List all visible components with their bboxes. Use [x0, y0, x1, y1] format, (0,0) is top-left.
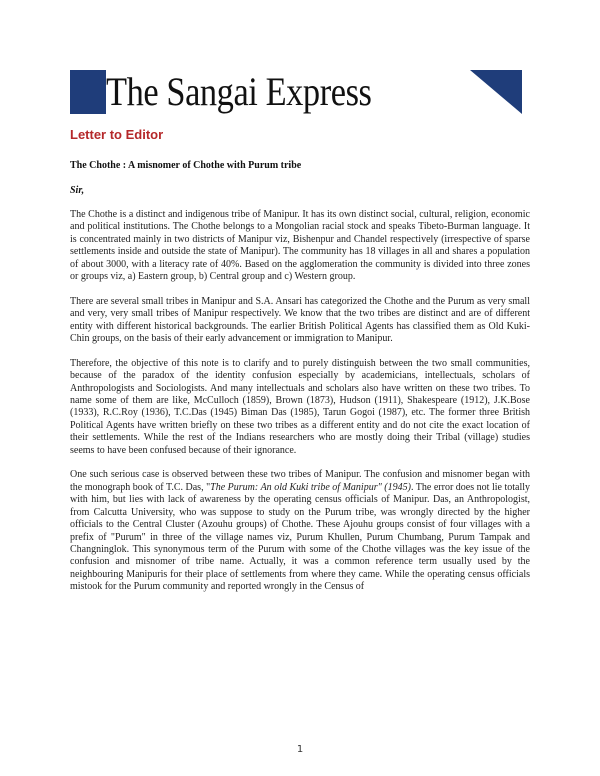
paragraph: The Chothe is a distinct and indigenous tribe of Manipur. It has its own distinct social, cultural, religion, economic and political institutions. The Chothe belongs to a Mongolian racial stock and speaks Tibeto-Burman language. It is concentrated mainly in two districts of Manipur viz, Bishenpur and Chandel respectively (irrespective of sparse settlements inside and outside the state of Manipur). The community has 18 villages in all and shares a population of about 3000, with a literacy rate of 40%. Based on the agglomeration the community is divided into three zones or groups viz, a) Eastern group, b) Central group and c) Western group.	[70, 209, 530, 283]
letter-subject: The Chothe : A misnomer of Chothe with Purum tribe	[70, 160, 302, 171]
paragraph: Therefore, the objective of this note is to clarify and to purely distinguish between the two small communities, because of the paradox of the identity confusion especially by academicians, intellectuals, scholars of Anthropologists and Sociologists. And many intellectuals and scholars also have written on these two tribes. To name some of them are like, McCulloch (1859), Brown (1873), Hudson (1911), Shakespeare (1912), J.K.Bose (1933), R.C.Roy (1936), T.C.Das (1945) Biman Das (1985), Tarun Gogoi (1987), etc. The former three British Political Agents have written briefly on these two tribes as a different entity and do not cite the exact location of their settlements. While the rest of the Indians researchers who are mostly doing their Tribal (village) studies seems to have been confused because of their ignorance.	[70, 357, 530, 456]
paragraph: There are several small tribes in Manipur and S.A. Ansari has categorized the Chothe and the Purum as very small and very, very small tribes of Manipur respectively. We know that the two tribes are distinct and are of different entity with different historical backgrounds. The earlier British Political Agents has classified them as Old Kuki-Chin groups, on the basis of their early advancement or immigration to Manipur.	[70, 295, 530, 345]
page-number: 1	[296, 744, 304, 755]
paragraph-text: One such serious case is observed between these two tribes of Manipur. The confusion and misnomer began with the monograph book of T.C. Das, "	[70, 469, 530, 493]
masthead	[70, 70, 522, 114]
publication-name[interactable]: The Sangai Express	[106, 69, 372, 114]
book-title: The Purum: An old Kuki tribe of Manipur" (1945)	[210, 481, 411, 493]
paragraph-text: . The error does not lie totally with him, but lies with lack of awareness by the operating census officials of Manipur. Das, an Anthropologist, from Calcutta University, who was suppose to study on the Purum tribe, was wrongly directed by the higher officials to the Central Cluster (Azouhu groups) of Chothe. These Ajouhu groups consist of four villages with a prefix of "Purum" in three of the village names viz, Purum Khullen, Purum Chumbang, Purum Tampak and Changninglok. This synonymous term of the Purum with some of the Chothe villages was the key issue of the confusion and misnomer of tribe name. Actually, it was a common reference term usually used by the neighbouring Manipuris for their place of settlements from where they came. While the operating census officials mistook for the Purum community and reported wrongly in the Census of	[70, 481, 531, 593]
paragraph	[70, 469, 530, 593]
salutation: Sir,	[70, 185, 85, 196]
letter-body	[70, 209, 530, 606]
section-title: Letter to Editor	[70, 127, 164, 142]
